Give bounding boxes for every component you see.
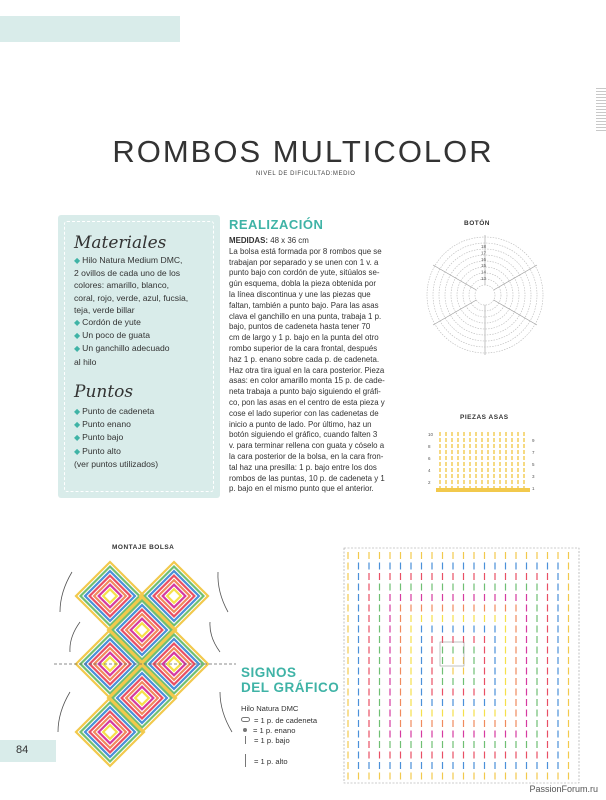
- signo-alto: [241, 754, 288, 766]
- rombo-ring: [103, 725, 117, 739]
- asas-row-number: 5: [532, 462, 535, 467]
- header-tab: [0, 16, 180, 42]
- montaje-diagram: [50, 552, 240, 762]
- boton-diagram: [422, 232, 548, 358]
- instruction-line: rombos de las puntas, 10 p. de cadeneta y 1: [229, 473, 385, 483]
- instruction-line: p. bajo en el mismo punto que el anterior.: [229, 484, 374, 494]
- list-item: [74, 418, 214, 431]
- chain-symbol-icon: [241, 717, 250, 722]
- diamond-bullet-icon: ◆: [74, 318, 81, 328]
- single-crochet-icon: [245, 736, 246, 744]
- instruction-line: clava el ganchillo en una punta, trabaja 1 p.: [229, 311, 382, 321]
- list-item-text: Un ganchillo adecuado: [82, 343, 170, 354]
- list-item-text: 2 ovillos de cada uno de los: [74, 268, 181, 279]
- instruction-line: faltan, también a punto bajo. Para las asas: [229, 300, 379, 310]
- asas-row-number: 10: [428, 432, 434, 437]
- list-item-text: Hilo Natura Medium DMC,: [82, 255, 183, 265]
- asas-row-number: 2: [428, 480, 431, 485]
- signo-enano: [241, 726, 295, 735]
- boton-round-number: 16: [481, 256, 487, 262]
- boton-spoke: [494, 300, 537, 325]
- list-item: [74, 329, 214, 342]
- list-item: [74, 316, 214, 329]
- signos-yarn: Hilo Natura DMC: [241, 704, 299, 713]
- asas-row-number: 3: [532, 474, 535, 479]
- rombo-piece: [140, 562, 208, 630]
- list-item-text: Punto alto: [82, 445, 121, 456]
- rombo-ring: [103, 589, 117, 603]
- rombo-piece: [108, 596, 176, 664]
- list-item: [74, 431, 214, 444]
- list-item-text: Cordón de yute: [82, 317, 141, 328]
- points-heading: Puntos: [74, 382, 134, 402]
- assembly-arrow-icon: [210, 622, 220, 652]
- difficulty-level: NIVEL DE DIFICULTAD:MEDIO: [256, 171, 356, 177]
- signo-bajo: [241, 736, 290, 745]
- rombo-ring: [135, 623, 149, 637]
- materials-heading: Materiales: [74, 233, 167, 253]
- instruction-line: rombo superior de la cara frontal, después: [229, 343, 378, 353]
- boton-spoke: [433, 300, 476, 325]
- measures-value: 48 x 36 cm: [268, 236, 309, 245]
- list-item-text: colores: amarillo, blanco,: [74, 280, 170, 291]
- diamond-bullet-icon: ◆: [74, 344, 81, 354]
- signos-heading-line1: SIGNOS: [241, 665, 297, 680]
- measures-label: MEDIDAS:: [229, 236, 269, 245]
- list-item: [74, 254, 214, 267]
- asas-row-number: 7: [532, 450, 535, 455]
- instruction-line: gún esquema, dobla la pieza obtenida por: [229, 279, 376, 289]
- list-item: [74, 445, 214, 458]
- instruction-line: bajo, puntos de cadeneta hasta tener 70: [229, 322, 371, 332]
- diamond-bullet-icon: ◆: [74, 433, 81, 443]
- diamond-bullet-icon: ◆: [74, 420, 81, 430]
- boton-round-number: 15: [481, 263, 487, 269]
- instruction-line: haz 1 p. enano sobre cada p. de cadeneta.: [229, 354, 380, 364]
- instruction-line: botón siguiendo el gráfico, cuando falten 3: [229, 430, 378, 440]
- boton-round-number: 13: [481, 276, 487, 281]
- signo-cadeneta-text: = 1 p. de cadeneta: [254, 716, 318, 725]
- decorative-lines: [596, 88, 606, 132]
- signo-bajo-text: = 1 p. bajo: [254, 736, 290, 745]
- instruction-line: tal haz una presilla: 1 p. bajo entre los dos: [229, 462, 377, 472]
- asas-row-number: 8: [428, 444, 431, 449]
- materials-list: [74, 254, 214, 368]
- assembly-arrow-icon: [220, 692, 232, 732]
- list-item: [74, 405, 214, 418]
- instruction-line: v. para terminar rellena con guata y cóselo a: [229, 441, 385, 451]
- instruction-line: la línea discontinua y une las piezas que: [229, 289, 371, 299]
- assembly-arrow-icon: [70, 622, 80, 652]
- rombo-piece: [76, 698, 144, 766]
- rombo-chart: [340, 546, 580, 782]
- instruction-line: neta trabaja a punto bajo siguiendo el gráfi-: [229, 387, 381, 397]
- list-item: [74, 292, 214, 304]
- page-number: 84: [16, 744, 29, 756]
- instruction-line: co, pon las asas en el centro de esta pieza y: [229, 397, 385, 407]
- assembly-arrow-icon: [58, 692, 70, 732]
- list-item: [74, 356, 214, 368]
- instructions-text: [229, 236, 407, 495]
- list-item-text: teja, verde billar: [74, 304, 135, 315]
- diamond-bullet-icon: ◆: [74, 331, 81, 341]
- list-item-text: Un poco de guata: [82, 330, 151, 341]
- list-item: [74, 342, 214, 355]
- list-item-text: al hilo: [74, 356, 97, 367]
- asas-row-number: 4: [428, 468, 431, 473]
- instruction-line: punto bajo con cordón de yute, sitúalos se-: [229, 268, 380, 278]
- signos-heading: [241, 665, 339, 695]
- list-item: [74, 279, 214, 291]
- list-item: [74, 267, 214, 279]
- rombo-ring: [135, 691, 149, 705]
- boton-round-number: 17: [481, 250, 487, 256]
- chart-center: [440, 642, 464, 666]
- signo-enano-text: = 1 p. enano: [253, 726, 296, 735]
- watermark: PassionForum.ru: [529, 784, 598, 794]
- list-item-text: Punto bajo: [82, 432, 124, 443]
- boton-round-number: 18: [481, 244, 487, 249]
- list-item: [74, 304, 214, 316]
- boton-round-number: 14: [481, 269, 487, 275]
- list-item: [74, 458, 214, 470]
- montaje-label: MONTAJE BOLSA: [112, 544, 175, 551]
- diamond-bullet-icon: ◆: [74, 446, 81, 456]
- page-title: ROMBOS MULTICOLOR: [112, 134, 494, 169]
- asas-diagram: [428, 428, 540, 494]
- instruction-line: cose el lado superior con las cadenetas de: [229, 408, 379, 418]
- instruction-line: La bolsa está formada por 8 rombos que se: [229, 246, 382, 256]
- rombo-piece: [108, 664, 176, 732]
- measures-line: [229, 236, 407, 247]
- instruction-line: inicio a punto de lado. Por último, haz un: [229, 419, 372, 429]
- realizacion-heading: REALIZACIÓN: [229, 217, 324, 232]
- asas-base-row: [436, 488, 530, 492]
- asas-label: PIEZAS ASAS: [460, 414, 509, 421]
- asas-row-number: 1: [532, 486, 535, 491]
- asas-row-number: 9: [532, 438, 535, 443]
- instruction-line: asas: en color amarillo monta 15 p. de cade-: [229, 376, 385, 386]
- rombo-piece: [76, 562, 144, 630]
- list-item-text: Punto enano: [82, 419, 131, 430]
- signo-cadeneta: [241, 716, 317, 725]
- assembly-arrow-icon: [218, 572, 228, 612]
- instruction-line: cm de largo y 1 p. bajo en la punta del otro: [229, 333, 379, 343]
- instruction-line: la cara posterior de la bolsa, en la cara fron-: [229, 451, 384, 461]
- instruction-line: trabajan por separado y se unen con 1 v. a: [229, 257, 379, 267]
- signos-heading-line2: DEL GRÁFICO: [241, 680, 340, 695]
- boton-label: BOTÓN: [464, 220, 490, 227]
- double-crochet-icon: [245, 754, 246, 767]
- list-item-text: (ver puntos utilizados): [74, 458, 159, 469]
- points-list: [74, 405, 214, 470]
- list-item-text: Punto de cadeneta: [82, 406, 155, 416]
- asas-row-number: 6: [428, 456, 431, 461]
- diamond-bullet-icon: ◆: [74, 256, 81, 265]
- boton-round: [475, 285, 495, 305]
- assembly-arrow-icon: [60, 572, 72, 612]
- signo-alto-text: = 1 p. alto: [254, 757, 288, 766]
- diamond-bullet-icon: ◆: [74, 407, 81, 416]
- slip-stitch-icon: [243, 728, 247, 732]
- rombo-ring: [167, 589, 181, 603]
- instruction-line: Haz otra tira igual en la cara posterior. Pieza: [229, 365, 385, 375]
- list-item-text: coral, rojo, verde, azul, fucsia,: [74, 292, 189, 303]
